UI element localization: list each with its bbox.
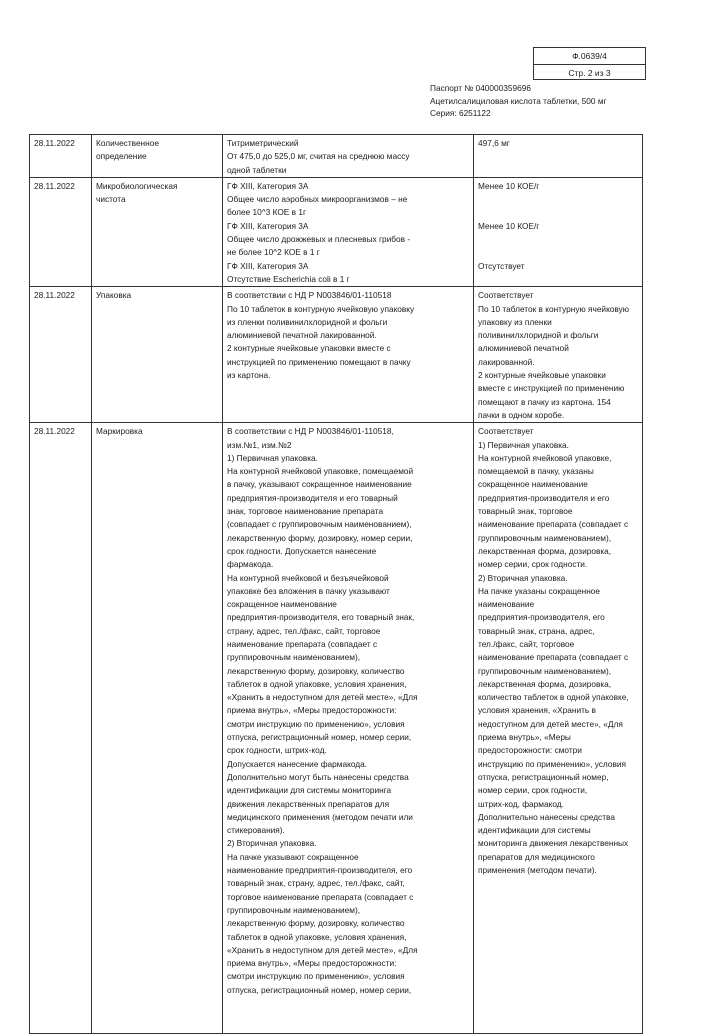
indicator-name-line: чистота xyxy=(96,194,126,205)
indicator-name-line: Количественное xyxy=(96,138,159,148)
requirement-line: От 475,0 до 525,0 мг, считая на среднюю массу xyxy=(227,151,410,162)
requirement-line: «Хранить в недоступном для детей месте», «Для xyxy=(227,944,418,955)
result-line: отпуска, регистрационный номер, xyxy=(478,771,609,782)
result-line xyxy=(478,273,639,286)
result-line: алюминиевой печатной xyxy=(478,343,569,354)
requirement-line: лекарственную форму, дозировку, количество xyxy=(227,665,405,676)
requirement-line: Отсутствие Escherichia coli в 1 г xyxy=(227,273,350,284)
result-line: идентификации для системы xyxy=(478,825,591,836)
requirement-line: упаковке без вложения в пачку указывают xyxy=(227,585,390,596)
result-line: Соответствует xyxy=(478,426,534,437)
result-line: номер серии, срок годности. xyxy=(478,559,588,570)
requirement-line: срок годности, штрих-код. xyxy=(227,745,327,756)
result-line xyxy=(478,233,639,246)
test-date xyxy=(30,287,92,423)
indicator-name-line: Маркировка xyxy=(96,426,143,437)
result-line: недоступном для детей месте», «Для xyxy=(478,718,623,729)
requirement-line: На контурной ячейковой и безъячейковой xyxy=(227,572,389,583)
result xyxy=(474,135,643,178)
result-line: пачки в одном коробе. xyxy=(478,409,565,420)
requirement-line: стикерования). xyxy=(227,825,285,836)
passport-number: Паспорт № 040000359696 xyxy=(430,83,531,93)
indicator-name-line: Упаковка xyxy=(96,290,132,301)
result-line: наименование xyxy=(478,599,535,610)
result-line: Менее 10 КОЕ/г xyxy=(478,220,540,231)
result-line: предприятия-производителя, его xyxy=(478,612,605,623)
requirement-line: лекарственную форму, дозировку, номер серии, xyxy=(227,532,413,543)
series-number: Серия: 6251122 xyxy=(430,108,491,118)
requirement-line: наименование препарата (совпадает с xyxy=(227,638,378,649)
result-line: товарный знак, страна, адрес, xyxy=(478,625,595,636)
result-line: помещаемой в пачку, указаны xyxy=(478,466,594,477)
requirement-line: сокращенное наименование xyxy=(227,599,337,610)
result-line: 497,6 мг xyxy=(478,138,510,148)
requirement-line: в пачку, указывают сокращенное наименование xyxy=(227,479,412,490)
result-line: предприятия-производителя и его xyxy=(478,492,610,503)
requirement-line: лекарственную форму, дозировку, количество xyxy=(227,918,405,929)
form-code: Ф.0639/4 xyxy=(534,48,645,65)
requirement-line: смотри инструкцию по применению», условия xyxy=(227,718,405,729)
result-line: 1) Первичная упаковка. xyxy=(478,439,569,450)
result-line: приема внутрь», «Меры xyxy=(478,732,571,743)
test-date xyxy=(30,135,92,178)
requirement-line: медицинского применения (методом печати или xyxy=(227,811,413,822)
test-date-value: 28.11.2022 xyxy=(34,426,75,437)
result-line: На пачке указаны сокращенное xyxy=(478,585,601,596)
requirement xyxy=(223,287,474,423)
table-row xyxy=(30,423,643,1034)
requirement-line: более 10^3 КОЕ в 1г xyxy=(227,207,306,218)
result-line: штрих-код, фармакод. xyxy=(478,798,564,809)
result-line: условия хранения, «Хранить в xyxy=(478,705,596,716)
indicator-name xyxy=(92,177,223,286)
requirement-line: группировочным наименованием), xyxy=(227,652,361,663)
result-line: наименование препарата (совпадает с xyxy=(478,652,629,663)
requirement-line: ГФ XIII, Категория 3А xyxy=(227,180,309,191)
result-line: номер серии, срок годности, xyxy=(478,785,588,796)
requirement-line: из картона. xyxy=(227,370,271,381)
indicator-name-line: Микробиологическая xyxy=(96,180,178,191)
result-line xyxy=(478,246,639,259)
requirement-line: ГФ XIII, Категория 3А xyxy=(227,220,309,231)
result-line: упаковку из пленки xyxy=(478,316,552,327)
requirement-line: из пленки поливинилхлоридной и фольги xyxy=(227,316,388,327)
requirement-line: смотри инструкцию по применению», условия xyxy=(227,971,405,982)
requirement-line: товарный знак, страну, адрес, тел./факс, сайт, xyxy=(227,878,405,889)
requirement-line: «Хранить в недоступном для детей месте», «Для xyxy=(227,692,418,703)
requirement-line: предприятия-производителя, его товарный знак, xyxy=(227,612,415,623)
test-date xyxy=(30,423,92,1034)
requirement-line: инструкцией по применению помещают в пачку xyxy=(227,356,411,367)
requirement-line: отпуска, регистрационный номер, номер серии, xyxy=(227,732,412,743)
result-line: вместе с инструкцией по применению xyxy=(478,383,625,394)
result xyxy=(474,423,643,1034)
requirement-line: Дополнительно могут быть нанесены средства xyxy=(227,771,409,782)
requirement-line: таблеток в одной упаковке, условия хранения, xyxy=(227,678,407,689)
result-line: лекарственная форма, дозировка, xyxy=(478,545,612,556)
test-date-value: 28.11.2022 xyxy=(34,290,75,301)
result-line: наименование препарата (совпадает с xyxy=(478,519,629,530)
requirement-line: В соответствии с НД Р N003846/01-110518 xyxy=(227,290,392,301)
requirement-line: страну, адрес, тел./факс, сайт, торговое xyxy=(227,625,381,636)
result-line: товарный знак, торговое xyxy=(478,506,573,517)
result-line: мониторинга движения лекарственных xyxy=(478,838,629,849)
requirement-line: группировочным наименованием), xyxy=(227,904,361,915)
result-line: 2) Вторичная упаковка. xyxy=(478,572,568,583)
indicator-name xyxy=(92,423,223,1034)
requirement-line: Общее число аэробных микроорганизмов – не xyxy=(227,194,408,205)
requirement-line: изм.№1, изм.№2 xyxy=(227,439,292,450)
result xyxy=(474,287,643,423)
result-line: инструкцию по применению», условия xyxy=(478,758,626,769)
requirement-line: торговое наименование препарата (совпадает с xyxy=(227,891,414,902)
requirement-line: одной таблетки xyxy=(227,164,287,175)
result-line: препаратов для медицинского xyxy=(478,851,595,862)
result-line: По 10 таблеток в контурную ячейковую xyxy=(478,303,630,314)
form-code-box xyxy=(533,47,646,80)
result-line xyxy=(478,206,639,219)
result-line: поливинилхлоридной и фольги xyxy=(478,330,599,341)
requirement-line: По 10 таблеток в контурную ячейковую упаковку xyxy=(227,303,415,314)
indicator-name xyxy=(92,287,223,423)
table-row xyxy=(30,287,643,423)
requirement-line: предприятия-производителя и его товарный xyxy=(227,492,398,503)
test-results-table xyxy=(29,134,643,1034)
result-line: 2 контурные ячейковые упаковки xyxy=(478,370,606,381)
result-line: предосторожности: смотри xyxy=(478,745,582,756)
requirement-line: знак, торговое наименование препарата xyxy=(227,506,384,517)
result-line: группировочным наименованием), xyxy=(478,665,612,676)
result-line: лекарственная форма, дозировка, xyxy=(478,678,612,689)
result-line: количество таблеток в одной упаковке, xyxy=(478,692,629,703)
result-line xyxy=(478,193,639,206)
requirement-line: наименование предприятия-производителя, его xyxy=(227,865,413,876)
test-date-value: 28.11.2022 xyxy=(34,180,75,191)
table-row xyxy=(30,135,643,178)
test-date xyxy=(30,177,92,286)
test-date-value: 28.11.2022 xyxy=(34,138,75,148)
product-name: Ацетилсалициловая кислота таблетки, 500 мг xyxy=(430,95,607,106)
requirement-line: фармакода. xyxy=(227,559,274,570)
result-line: применения (методом печати). xyxy=(478,865,597,876)
result-line: Отсутствует xyxy=(478,260,525,271)
result-line: Менее 10 КОЕ/г xyxy=(478,180,540,191)
requirement-line: приема внутрь», «Меры предосторожности: xyxy=(227,958,397,969)
requirement-line: На контурной ячейковой упаковке, помещаемой xyxy=(227,466,414,477)
requirement xyxy=(223,135,474,178)
result-line: помещают в пачку из картона. 154 xyxy=(478,396,611,407)
page-indicator: Стр. 2 из 3 xyxy=(568,68,611,78)
result-line: лакированной. xyxy=(478,356,535,367)
requirement-line: Общее число дрожжевых и плесневых грибов - xyxy=(227,234,411,245)
requirement-line: отпуска, регистрационный номер, номер серии, xyxy=(227,984,412,995)
requirement-line: не более 10^2 КОЕ в 1 г xyxy=(227,247,320,258)
result-line: тел./факс, сайт, торговое xyxy=(478,638,575,649)
result-line: сокращенное наименование xyxy=(478,479,588,490)
requirement-line: идентификации для системы мониторинга xyxy=(227,785,392,796)
requirement-line: приема внутрь», «Меры предосторожности: xyxy=(227,705,397,716)
requirement-line: движения лекарственных препаратов для xyxy=(227,798,390,809)
requirement-line: В соответствии с НД Р N003846/01-110518, xyxy=(227,426,394,437)
result-line: группировочным наименованием), xyxy=(478,532,612,543)
requirement-line: Титриметрический xyxy=(227,138,299,148)
table-row xyxy=(30,177,643,286)
requirement-line: алюминиевой печатной лакированной. xyxy=(227,330,377,341)
requirement xyxy=(223,177,474,286)
passport-header xyxy=(430,82,607,120)
requirement-line: Допускается нанесение фармакода. xyxy=(227,758,368,769)
indicator-name-line: определение xyxy=(96,151,147,162)
result xyxy=(474,177,643,286)
requirement-line: (совпадает с группировочным наименованием), xyxy=(227,519,412,530)
result-line: Дополнительно нанесены средства xyxy=(478,811,615,822)
requirement-line: 2) Вторичная упаковка. xyxy=(227,838,317,849)
requirement-line: ГФ XIII, Категория 3А xyxy=(227,260,309,271)
requirement-line: 1) Первичная упаковка. xyxy=(227,452,318,463)
requirement-line: 2 контурные ячейковые упаковки вместе с xyxy=(227,343,391,354)
indicator-name xyxy=(92,135,223,178)
requirement xyxy=(223,423,474,1034)
requirement-line: На пачке указывают сокращенное xyxy=(227,851,359,862)
requirement-line: таблеток в одной упаковке, условия хранения, xyxy=(227,931,407,942)
result-line: На контурной ячейковой упаковке, xyxy=(478,452,612,463)
requirement-line: срок годности. Допускается нанесение xyxy=(227,545,377,556)
result-line: Соответствует xyxy=(478,290,534,301)
